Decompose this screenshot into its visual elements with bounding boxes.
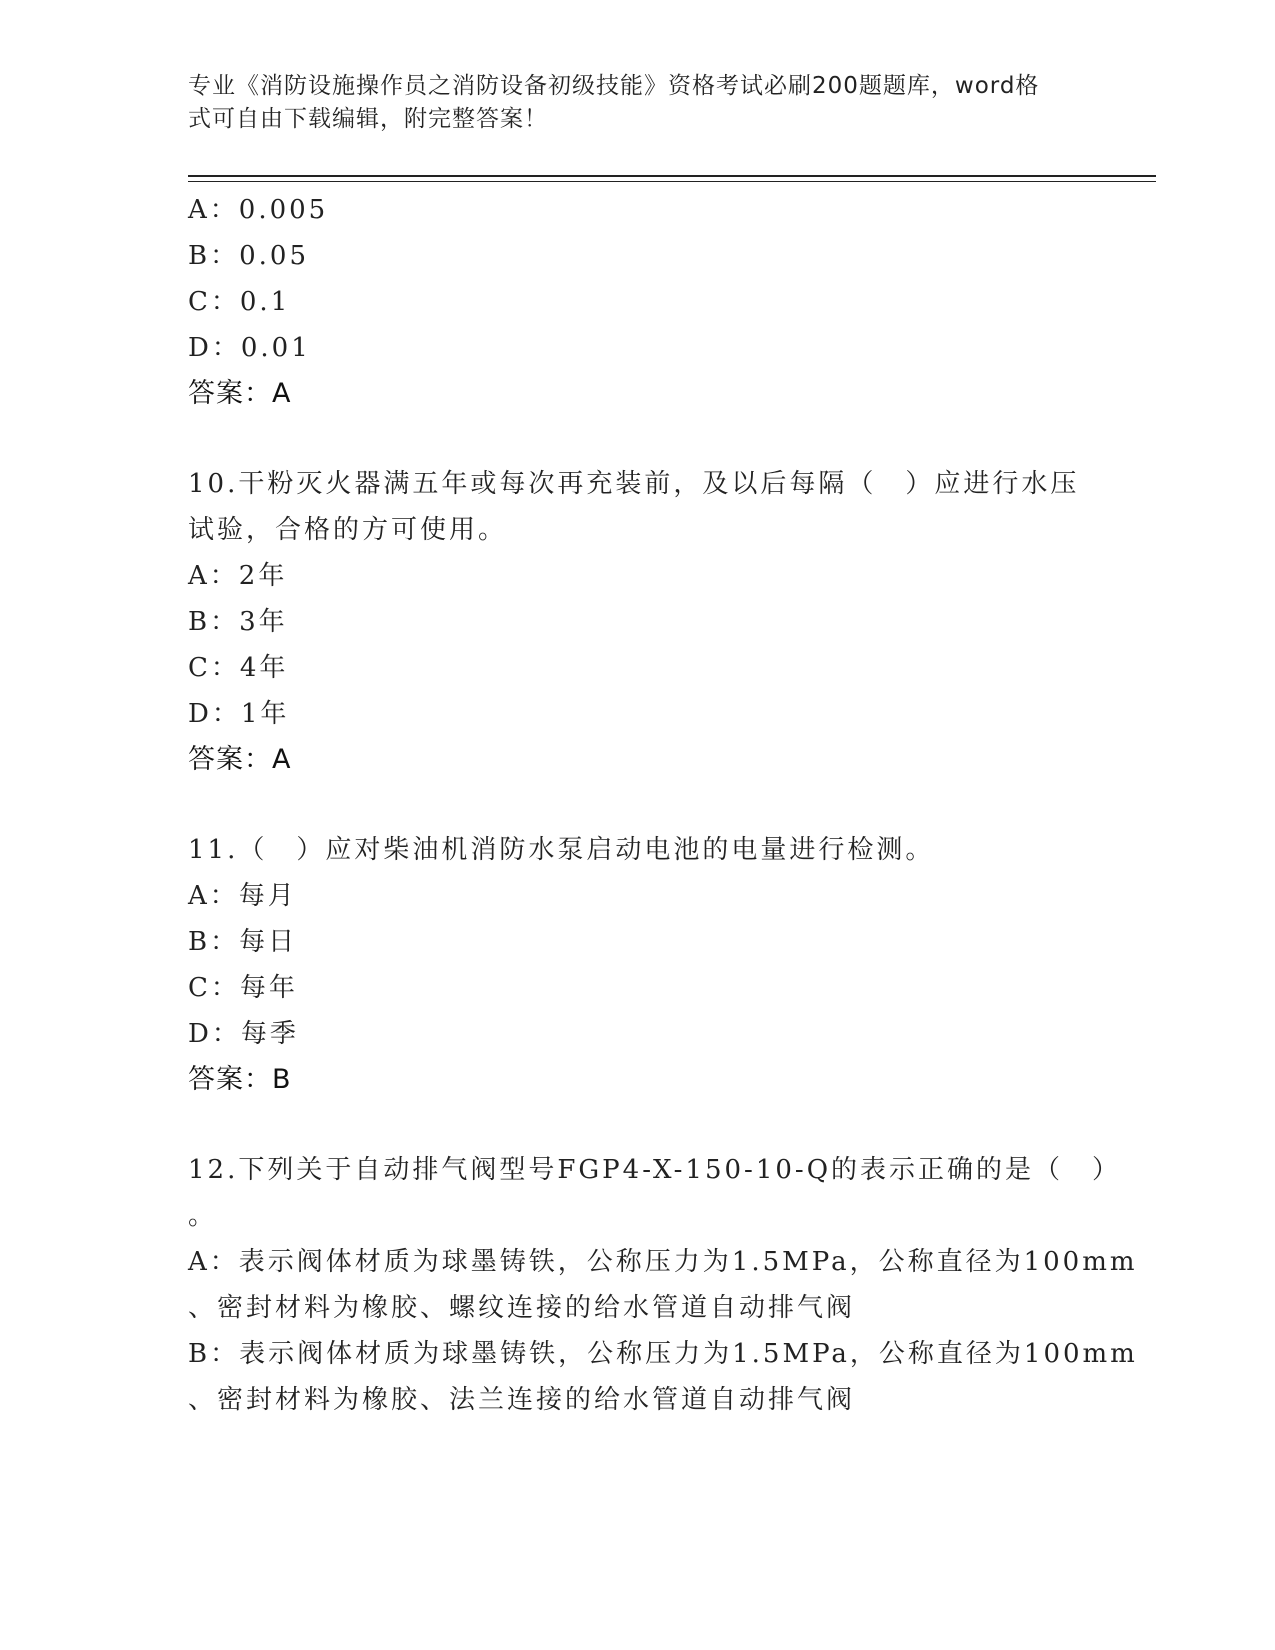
question-list xyxy=(188,187,1138,1423)
option-c: C：0.1 xyxy=(188,287,291,317)
stem-line-1: 10.干粉灭火器满五年或每次再充装前，及以后每隔（ ）应进行水压 xyxy=(188,469,1080,499)
option-a: A：0.005 xyxy=(188,195,329,225)
option-a: A：2年 xyxy=(188,561,288,591)
option-c: C：4年 xyxy=(188,653,289,683)
header-rule-thick xyxy=(188,175,1156,177)
answer-line: 答案：A xyxy=(188,378,292,409)
answer-line: 答案：A xyxy=(188,744,292,775)
stem-line-1: 12.下列关于自动排气阀型号FGP4-X-150-10-Q的表示正确的是（ ） xyxy=(188,1155,1122,1185)
option-a: A：每月 xyxy=(188,881,297,911)
option-b-line-1: B：表示阀体材质为球墨铸铁，公称压力为1.5MPa，公称直径为100mm xyxy=(188,1339,1138,1369)
question-stem xyxy=(188,827,1068,873)
stem-line-2: 试验，合格的方可使用。 xyxy=(188,515,508,545)
header-line-2: 式可自由下载编辑，附完整答案！ xyxy=(188,106,548,132)
question-10 xyxy=(188,461,1088,783)
option-b xyxy=(188,1331,1138,1423)
option-d: D：每季 xyxy=(188,1019,299,1049)
option-b-line-2: 、密封材料为橡胶、法兰连接的给水管道自动排气阀 xyxy=(188,1385,856,1415)
option-d: D：1年 xyxy=(188,699,290,729)
header-line-1: 专业《消防设施操作员之消防设备初级技能》资格考试必刷200题题库，word格 xyxy=(188,73,1040,99)
question-11 xyxy=(188,827,1088,1103)
option-b: B：0.05 xyxy=(188,241,309,271)
option-a-line-1: A：表示阀体材质为球墨铸铁，公称压力为1.5MPa，公称直径为100mm xyxy=(188,1247,1138,1277)
option-b: B：3年 xyxy=(188,607,288,637)
option-a-line-2: 、密封材料为橡胶、螺纹连接的给水管道自动排气阀 xyxy=(188,1293,856,1323)
answer-line: 答案：B xyxy=(188,1064,292,1095)
option-c: C：每年 xyxy=(188,973,298,1003)
document-header xyxy=(188,70,1068,136)
option-b: B：每日 xyxy=(188,927,298,957)
stem-line-2: 。 xyxy=(188,1201,218,1231)
question-stem xyxy=(188,1147,1122,1239)
stem-line-1: 11.（ ）应对柴油机消防水泵启动电池的电量进行检测。 xyxy=(188,835,935,865)
option-a xyxy=(188,1239,1138,1331)
option-d: D：0.01 xyxy=(188,333,311,363)
header-rule-thin xyxy=(188,181,1156,182)
question-12 xyxy=(188,1147,1138,1423)
question-stem xyxy=(188,461,1080,553)
question-9 xyxy=(188,187,1088,417)
